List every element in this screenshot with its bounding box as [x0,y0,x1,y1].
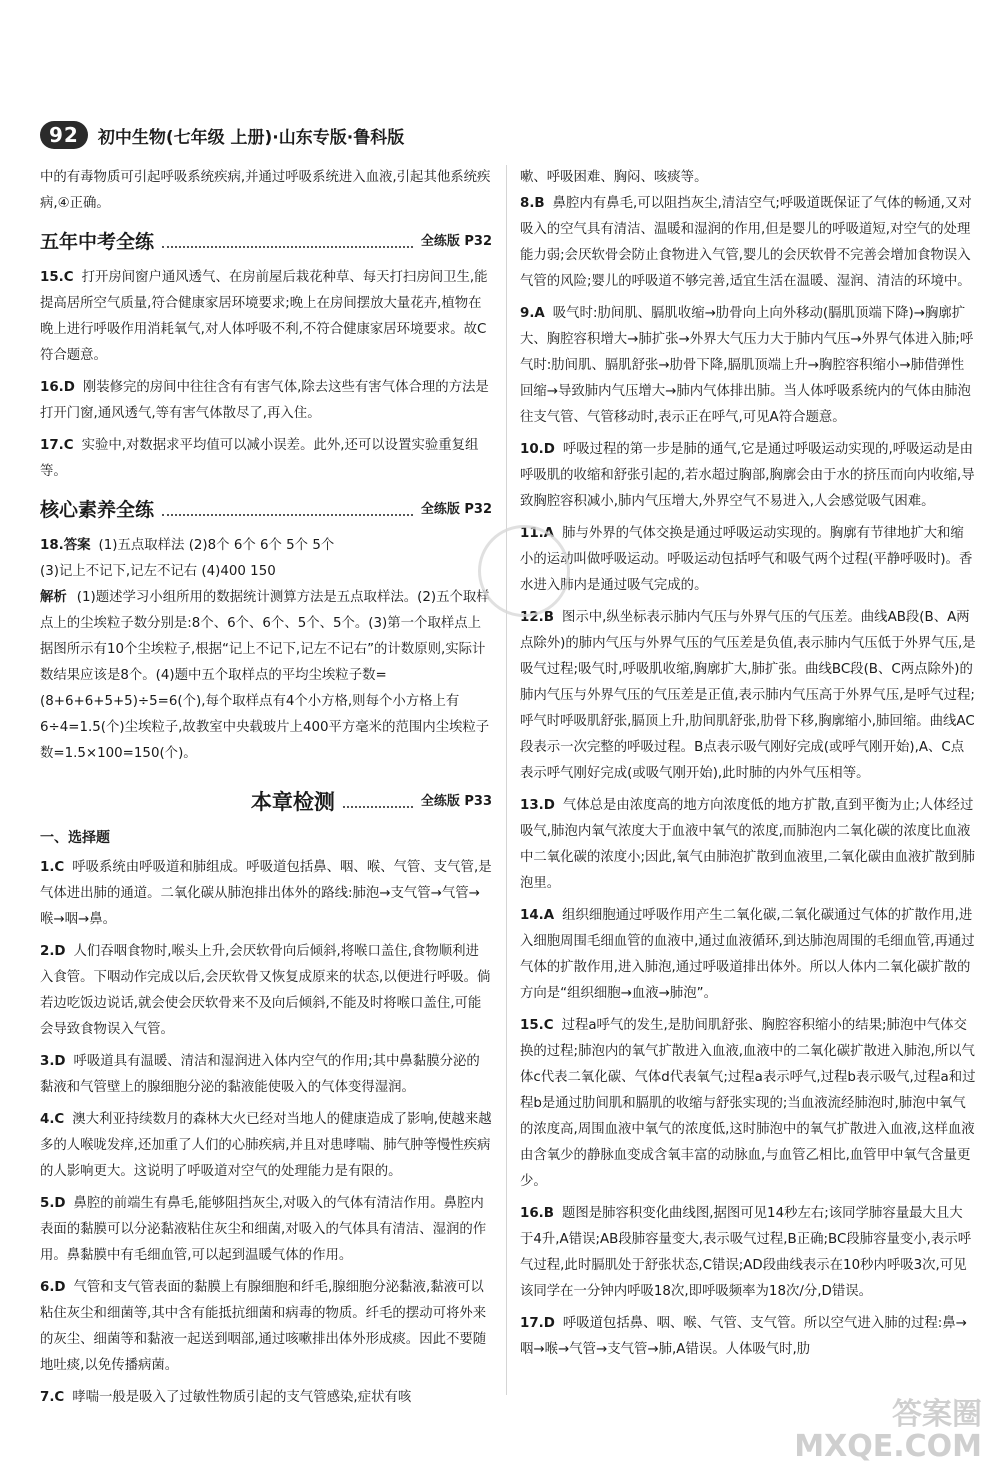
item-tag: 18.答案 [40,538,91,553]
item-tag: 8.B [520,196,545,211]
item-tag: 10.D [520,442,555,457]
section-title: 本章检测 [250,790,335,814]
item-tag: 2.D [40,944,66,959]
list-item [40,855,492,933]
list-item [40,1049,492,1101]
section-heading-chapter-test [40,789,492,815]
item-text: 肺与外界的气体交换是通过呼吸运动实现的。胸廓有节律地扩大和缩小的运动叫做呼吸运动。呼吸运动包括呼气和吸气两个过程(平静呼吸时)。香水进入肺内是通过吸气完成的。 [520,526,973,593]
dotted-leader [162,246,413,248]
item-text: 过程a呼气的发生,是肋间肌舒张、胸腔容积缩小的结果;肺泡中气体交换的过程;肺泡内的氧气扩散进入血液,血液中的二氧化碳扩散进入肺泡,所以气体c代表二氧化碳、气体d代表氧气;过程a表示呼气,过程b表示吸气,过程a和过程b是通过肋间肌和膈肌的收缩与舒张实现的;当血液流经肺泡时,肺泡中氧气的浓度高,周围血液中氧气的浓度低,这时肺泡中的氧气扩散进入血液,这样血液由含氧少的静脉血变成含氧丰富的动脉血,与血管乙相比,血管甲中氧气含量更少。 [520,1018,976,1189]
section-ref: 全练版 P32 [420,502,492,517]
item-tag: 16.D [40,380,75,395]
left-intro: 中的有毒物质可引起呼吸系统疾病,并通过呼吸系统进入血液,引起其他系统疾病,④正确。 [40,170,491,211]
column-divider [506,165,507,1395]
item-tag: 16.B [520,1206,554,1221]
item-tag: 4.C [40,1112,65,1127]
item-text: 图示中,纵坐标表示肺内气压与外界气压的气压差。曲线AB段(B、A两点除外)的肺内气压与外界气压的气压差是负值,表示肺内气压低于外界气压,是吸气过程;吸气时,呼吸肌收缩,胸廓扩大,肺扩张。曲线BC段(B、C两点除外)的肺内气压与外界气压的气压差是正值,表示肺内气压高于外界气压,是呼气过程;呼气时呼吸肌舒张,膈顶上升,肋间肌舒张,肋骨下移,胸廓缩小,肺回缩。曲线AC段表示一次完整的呼吸过程。B点表示吸气刚好完成(或呼气刚开始),A、C点表示呼气刚好完成(或吸气刚开始),此时肺的内外气压相等。 [520,610,976,781]
section-ref: 全练版 P33 [420,794,492,809]
list-item [40,1191,492,1269]
item-text: 实验中,对数据求平均值可以减小误差。此外,还可以设置实验重复组等。 [40,438,479,479]
section-ref: 全练版 P32 [420,234,492,249]
explanation-text: (1)题述学习小组所用的数据统计测算方法是五点取样法。(2)五个取样点上的尘埃粒子数分别是:8个、6个、6个、5个、5个。(3)第一个取样点上据图所示有10个尘埃粒子,根据“记上不记下,记左不记右”的计数原则,实际计数结果应该是8个。(4)题中五个取样点的平均尘埃粒子数=(8+6+6+5+5)÷5=6(个),每个取样点有4个小方格,则每个小方格上有6÷4=1.5(个)尘埃粒子,故教室中央载玻片上400平方毫米的范围内尘埃粒子数=1.5×100=150(个)。 [40,590,490,761]
list-item [520,903,976,1007]
item-text: 呼吸系统由呼吸道和肺组成。呼吸道包括鼻、咽、喉、气管、支气管,是气体进出肺的通道。二氧化碳从肺泡排出体外的路线:肺泡→支气管→气管→喉→咽→鼻。 [40,860,492,927]
item-text: 呼吸道具有温暖、清洁和湿润进入体内空气的作用;其中鼻黏膜分泌的黏液和气管壁上的腺细胞分泌的黏液能使吸入的气体变得湿润。 [40,1054,480,1095]
item-text: 组织细胞通过呼吸作用产生二氧化碳,二氧化碳通过气体的扩散作用,进入细胞周围毛细血管的血液中,通过血液循环,到达肺泡周围的毛细血管,再通过气体的扩散作用,进入肺泡,通过呼吸道排出体外。所以人体内二氧化碳扩散的方向是“组织细胞→血液→肺泡”。 [520,908,975,1001]
site-watermark [794,1399,982,1463]
book-title: 初中生物(七年级 上册)·山东专版·鲁科版 [97,127,405,148]
list-item [520,437,976,515]
list-item [40,1275,492,1379]
right-column [520,165,976,1369]
list-item [520,1201,976,1305]
list-item [520,605,976,787]
item-tag: 15.C [40,270,74,285]
answer-line-1: (1)五点取样法 (2)8个 6个 6个 5个 5个 [98,538,335,553]
item-text: 呼吸道包括鼻、咽、喉、气管、支气管。所以空气进入肺的过程:鼻→咽→喉→气管→支气管→肺,A错误。人体吸气时,肋 [520,1316,967,1357]
item-text: 鼻腔的前端生有鼻毛,能够阻挡灰尘,对吸入的气体有清洁作用。鼻腔内表面的黏膜可以分泌黏液粘住灰尘和细菌,对吸入的气体具有清洁、湿润的作用。鼻黏膜中有毛细血管,可以起到温暖气体的作用。 [40,1196,487,1263]
section-title: 核心素养全练 [40,499,155,521]
explanation-label: 解析 [40,590,67,605]
list-item [40,1107,492,1185]
item-tag: 1.C [40,860,65,875]
list-item [40,939,492,1043]
item-tag: 7.C [40,1390,65,1405]
item-tag: 15.C [520,1018,554,1033]
list-item [40,1385,492,1411]
answer-line-2: (3)记上不记下,记左不记右 (4)400 150 [40,564,276,579]
item-tag: 3.D [40,1054,66,1069]
dotted-leader [162,514,413,516]
item-text: 吸气时:肋间肌、膈肌收缩→肋骨向上向外移动(膈肌顶端下降)→胸廓扩大、胸腔容积增大→肺扩张→外界大气压力大于肺内气压→外界气体进入肺;呼气时:肋间肌、膈肌舒张→肋骨下降,膈肌顶端上升→胸腔容积缩小→肺借弹性回缩→导致肺内气压增大→肺内气体排出肺。当人体呼吸系统内的气体由肺泡往支气管、气管移动时,表示正在呼气,可见A符合题意。 [520,306,974,425]
list-item [40,265,492,369]
section-title: 五年中考全练 [40,231,155,253]
item-tag: 13.D [520,798,555,813]
item-tag: 14.A [520,908,555,923]
item-tag: 17.C [40,438,74,453]
item-tag: 6.D [40,1280,66,1295]
right-intro: 嗽、呼吸困难、胸闷、咳痰等。 [520,170,708,185]
subsection-title: 一、选择题 [40,830,110,846]
section-heading-five-year [40,229,492,255]
watermark-line-2: MXQE.COM [794,1429,982,1464]
item-text: 呼吸过程的第一步是肺的通气,它是通过呼吸运动实现的,呼吸运动是由呼吸肌的收缩和舒张引起的,若水超过胸部,胸廓会由于水的挤压而向内收缩,导致胸腔容积减小,肺内气压增大,外界空气不易进入,人会感觉吸气困难。 [520,442,975,509]
section-heading-core [40,497,492,523]
item-text: 气管和支气管表面的黏膜上有腺细胞和纤毛,腺细胞分泌黏液,黏液可以粘住灰尘和细菌等,其中含有能抵抗细菌和病毒的物质。纤毛的摆动可将外来的灰尘、细菌等和黏液一起送到咽部,通过咳嗽排出体外形成痰。因此不要随地吐痰,以免传播病菌。 [40,1280,487,1373]
list-item [520,521,976,599]
stamp-watermark [478,525,570,617]
item-text: 鼻腔内有鼻毛,可以阻挡灰尘,清洁空气;呼吸道既保证了气体的畅通,又对吸入的空气具有清洁、温暖和湿润的作用,但是婴儿的呼吸道短,对空气的处理能力弱;会厌软骨会防止食物进入气管,婴儿的会厌软骨不完善会增加食物误入气管的风险;婴儿的呼吸道不够完善,适宜生活在温暖、湿润、清洁的环境中。 [520,196,972,289]
item-text: 打开房间窗户通风透气、在房前屋后栽花种草、每天打扫房间卫生,能提高居所空气质量,符合健康家居环境要求;晚上在房间摆放大量花卉,植物在晚上进行呼吸作用消耗氧气,对人体呼吸不利,不符合健康家居环境要求。故C符合题意。 [40,270,488,363]
item-tag: 17.D [520,1316,555,1331]
item-text: 澳大利亚持续数月的森林大火已经对当地人的健康造成了影响,使越来越多的人喉咙发痒,还加重了人们的心肺疾病,并且对患哮喘、肺气肿等慢性疾病的人影响更大。这说明了呼吸道对空气的处理能力是有限的。 [40,1112,492,1179]
item-tag: 5.D [40,1196,66,1211]
question-18 [40,533,492,767]
list-item [40,433,492,485]
list-item [520,301,976,431]
item-tag: 12.B [520,610,554,625]
item-text: 刚装修完的房间中往往含有有害气体,除去这些有害气体合理的方法是打开门窗,通风透气,等有害气体散尽了,再入住。 [40,380,489,421]
item-tag: 9.A [520,306,545,321]
watermark-line-1: 答案圈 [892,1397,982,1432]
list-item [40,375,492,427]
list-item [520,1013,976,1195]
dotted-leader [343,806,413,808]
page-number: 92 [40,121,88,149]
item-tag: 11.A [520,526,555,541]
list-item [520,1311,976,1363]
page-header [40,118,404,152]
item-text: 人们吞咽食物时,喉头上升,会厌软骨向后倾斜,将喉口盖住,食物顺利进入食管。下咽动作完成以后,会厌软骨又恢复成原来的状态,以便进行呼吸。倘若边吃饭边说话,就会使会厌软骨来不及向后倾斜,不能及时将喉口盖住,可能会导致食物误入气管。 [40,944,491,1037]
item-text: 题图是肺容积变化曲线图,据图可见14秒左右;该同学肺容量最大且大于4升,A错误;AB段肺容量变大,表示吸气过程,B正确;BC段肺容量变小,表示呼气过程,此时膈肌处于舒张状态,C错误;AD段曲线表示在10秒内呼吸3次,可见该同学在一分钟内呼吸18次,即呼吸频率为18次/分,D错误。 [520,1206,972,1299]
left-column [40,165,492,1417]
list-item [520,191,976,295]
list-item [520,793,976,897]
item-text: 哮喘一般是吸入了过敏性物质引起的支气管感染,症状有咳 [72,1390,412,1405]
item-text: 气体总是由浓度高的地方向浓度低的地方扩散,直到平衡为止;人体经过吸气,肺泡内氧气浓度大于血液中氧气的浓度,而肺泡内二氧化碳的浓度比血液中二氧化碳的浓度小;因此,氧气由肺泡扩散到血液里,二氧化碳由血液扩散到肺泡里。 [520,798,975,891]
